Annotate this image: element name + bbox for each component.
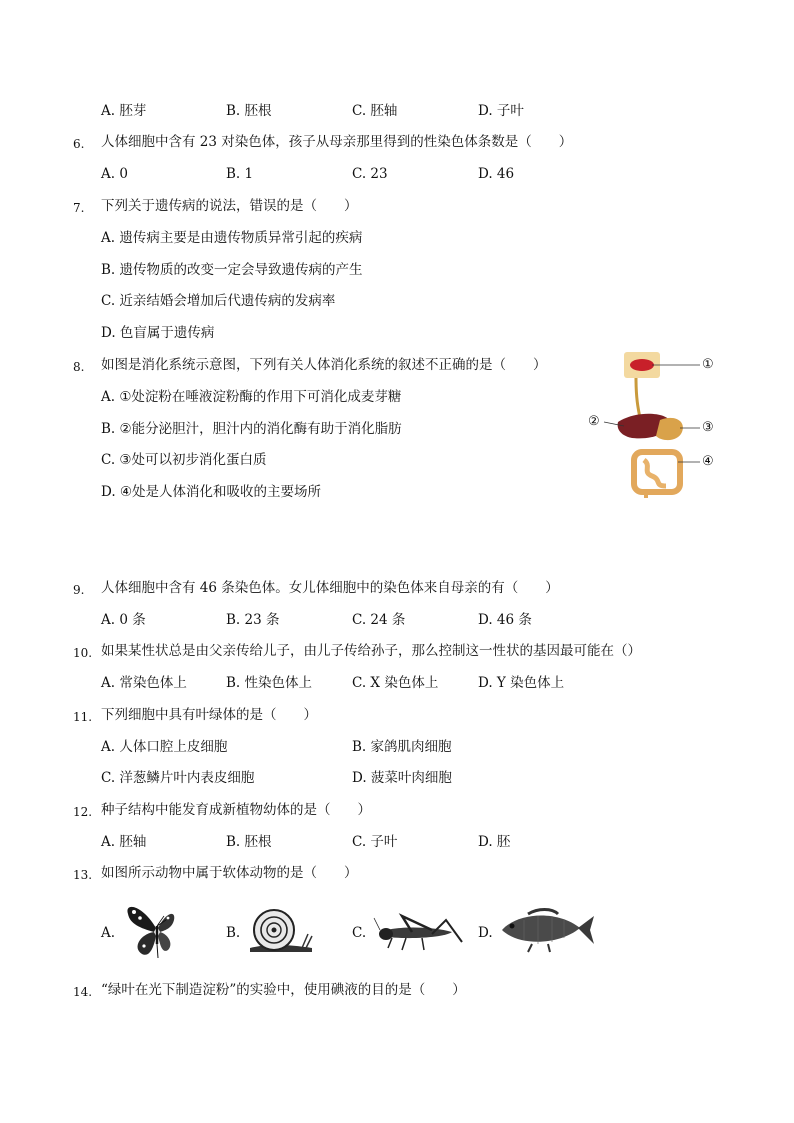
q5-option-d: D. 子叶 — [478, 103, 524, 119]
q9-option-d: D. 46 条 — [478, 612, 532, 628]
q8-number: 8. — [73, 360, 85, 374]
q13-option-a: A. — [101, 925, 116, 941]
q8-option-d: D. ④处是人体消化和吸收的主要场所 — [101, 484, 322, 500]
q7-option-c: C. 近亲结婚会增加后代遗传病的发病率 — [101, 293, 336, 309]
q10-option-d: D. Y 染色体上 — [478, 675, 565, 691]
q11-option-d: D. 菠菜叶肉细胞 — [352, 770, 452, 786]
q8-stem: 如图是消化系统示意图，下列有关人体消化系统的叙述不正确的是（ ） — [101, 357, 547, 373]
q13-option-d: D. — [478, 925, 493, 941]
q9-option-b: B. 23 条 — [226, 612, 280, 628]
q12-number: 12. — [73, 805, 93, 819]
fish-icon — [498, 906, 596, 956]
q13-option-b: B. — [226, 925, 241, 941]
q6-option-a: A. 0 — [101, 166, 128, 182]
q10-option-b: B. 性染色体上 — [226, 675, 313, 691]
q5-option-c: C. 胚轴 — [352, 103, 398, 119]
figure-label-1: ① — [702, 357, 714, 372]
q6-stem: 人体细胞中含有 23 对染色体，孩子从母亲那里得到的性染色体条数是（ ） — [101, 134, 573, 150]
q11-option-c: C. 洋葱鳞片叶内表皮细胞 — [101, 770, 255, 786]
q7-option-b: B. 遗传物质的改变一定会导致遗传病的产生 — [101, 262, 363, 278]
q5-option-a: A. 胚芽 — [101, 103, 147, 119]
q6-option-d: D. 46 — [478, 166, 515, 182]
q12-option-a: A. 胚轴 — [101, 834, 147, 850]
q7-option-d: D. 色盲属于遗传病 — [101, 325, 215, 341]
digestive-system-figure — [588, 348, 726, 500]
q9-option-a: A. 0 条 — [101, 612, 146, 628]
q7-number: 7. — [73, 201, 85, 215]
q13-stem: 如图所示动物中属于软体动物的是（ ） — [101, 865, 358, 881]
q8-option-c: C. ③处可以初步消化蛋白质 — [101, 452, 267, 468]
snail-icon — [246, 904, 316, 956]
q7-stem: 下列关于遗传病的说法，错误的是（ ） — [101, 198, 358, 214]
q14-number: 14. — [73, 985, 93, 999]
grasshopper-icon — [372, 912, 466, 952]
q10-option-a: A. 常染色体上 — [101, 675, 187, 691]
q7-option-a: A. 遗传病主要是由遗传物质异常引起的疾病 — [101, 230, 363, 246]
q13-number: 13. — [73, 868, 93, 882]
q6-number: 6. — [73, 137, 85, 151]
q10-stem: 如果某性状总是由父亲传给儿子，由儿子传给孙子，那么控制这一性状的基因最可能在（） — [101, 643, 641, 659]
q6-option-b: B. 1 — [226, 166, 254, 182]
q9-option-c: C. 24 条 — [352, 612, 406, 628]
figure-label-2: ② — [588, 414, 600, 429]
q12-option-d: D. 胚 — [478, 834, 511, 850]
q10-option-c: C. X 染色体上 — [352, 675, 439, 691]
q12-stem: 种子结构中能发育成新植物幼体的是（ ） — [101, 802, 371, 818]
butterfly-icon — [122, 898, 192, 962]
q11-stem: 下列细胞中具有叶绿体的是（ ） — [101, 707, 317, 723]
q5-option-b: B. 胚根 — [226, 103, 272, 119]
q9-number: 9. — [73, 583, 85, 597]
q11-number: 11. — [73, 710, 93, 724]
q11-option-a: A. 人体口腔上皮细胞 — [101, 739, 228, 755]
q14-stem: “绿叶在光下制造淀粉”的实验中，使用碘液的目的是（ ） — [101, 982, 466, 998]
q13-option-c: C. — [352, 925, 367, 941]
q9-stem: 人体细胞中含有 46 条染色体。女儿体细胞中的染色体来自母亲的有（ ） — [101, 580, 559, 596]
q12-option-c: C. 子叶 — [352, 834, 398, 850]
q12-option-b: B. 胚根 — [226, 834, 272, 850]
q6-option-c: C. 23 — [352, 166, 388, 182]
q10-number: 10. — [73, 646, 93, 660]
q11-option-b: B. 家鸽肌肉细胞 — [352, 739, 452, 755]
figure-label-3: ③ — [702, 420, 714, 435]
figure-label-4: ④ — [702, 454, 714, 469]
q8-option-a: A. ①处淀粉在唾液淀粉酶的作用下可消化成麦芽糖 — [101, 389, 402, 405]
q8-option-b: B. ②能分泌胆汁，胆汁内的消化酶有助于消化脂肪 — [101, 421, 402, 437]
